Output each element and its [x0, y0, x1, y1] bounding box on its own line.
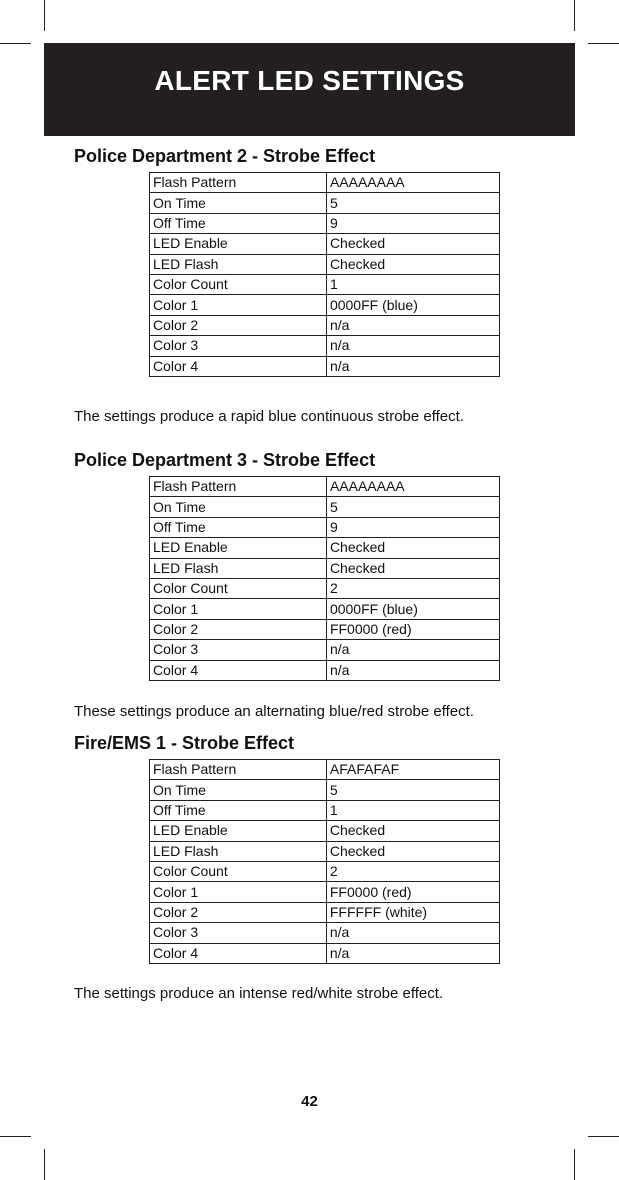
- setting-name: On Time: [150, 193, 327, 213]
- table-row: [150, 760, 500, 780]
- setting-name: Off Time: [150, 517, 327, 537]
- setting-value: 1: [326, 800, 499, 820]
- table-row: [150, 861, 500, 881]
- table-row: [150, 274, 500, 294]
- setting-value: Checked: [326, 821, 499, 841]
- section-fire-ems-1: [74, 732, 544, 754]
- setting-name: Flash Pattern: [150, 760, 327, 780]
- setting-name: Color 2: [150, 315, 327, 335]
- table-row: [150, 599, 500, 619]
- setting-value: n/a: [326, 640, 499, 660]
- setting-value: 5: [326, 193, 499, 213]
- table-row: [150, 578, 500, 598]
- table-row: [150, 517, 500, 537]
- setting-name: Off Time: [150, 800, 327, 820]
- setting-name: On Time: [150, 497, 327, 517]
- setting-value: n/a: [326, 315, 499, 335]
- page-title: ALERT LED SETTINGS: [154, 64, 465, 96]
- setting-value: AAAAAAAA: [326, 477, 499, 497]
- crop-mark-top-left-vertical: [44, 0, 45, 31]
- setting-value: FF0000 (red): [326, 882, 499, 902]
- section-police-dept-3: [74, 449, 544, 471]
- table-row: [150, 477, 500, 497]
- setting-name: Color 1: [150, 295, 327, 315]
- section-title: Police Department 3 - Strobe Effect: [74, 450, 376, 470]
- settings-table-fire-ems-1: [149, 759, 500, 964]
- section-note: The settings produce an intense red/white strobe effect.: [74, 985, 444, 1002]
- setting-value: 5: [326, 497, 499, 517]
- setting-name: Color 3: [150, 923, 327, 943]
- table-row: [150, 356, 500, 376]
- header-banner: [44, 43, 575, 136]
- setting-name: Color 4: [150, 356, 327, 376]
- setting-name: Color 3: [150, 640, 327, 660]
- setting-value: FF0000 (red): [326, 619, 499, 639]
- crop-mark-bottom-left-horizontal: [0, 1136, 31, 1137]
- setting-value: 9: [326, 213, 499, 233]
- section-title: Police Department 2 - Strobe Effect: [74, 146, 376, 166]
- setting-value: AFAFAFAF: [326, 760, 499, 780]
- table-row: [150, 497, 500, 517]
- table-row: [150, 193, 500, 213]
- setting-value: 9: [326, 517, 499, 537]
- setting-value: n/a: [326, 943, 499, 963]
- table-row: [150, 558, 500, 578]
- setting-name: Color 4: [150, 943, 327, 963]
- setting-value: n/a: [326, 336, 499, 356]
- table-row: [150, 538, 500, 558]
- setting-name: Color 1: [150, 882, 327, 902]
- setting-value: 5: [326, 780, 499, 800]
- crop-mark-bottom-left-vertical: [44, 1149, 45, 1180]
- crop-mark-top-right-horizontal: [588, 43, 619, 44]
- setting-value: FFFFFF (white): [326, 902, 499, 922]
- crop-mark-top-left-horizontal: [0, 43, 31, 44]
- table-row: [150, 173, 500, 193]
- setting-name: Flash Pattern: [150, 477, 327, 497]
- settings-table-police-dept-2: [149, 172, 500, 377]
- table-row: [150, 882, 500, 902]
- setting-value: n/a: [326, 923, 499, 943]
- crop-mark-top-right-vertical: [574, 0, 575, 31]
- setting-name: LED Enable: [150, 821, 327, 841]
- crop-mark-bottom-right-vertical: [574, 1149, 575, 1180]
- section-police-dept-2: [74, 145, 544, 167]
- setting-name: LED Enable: [150, 538, 327, 558]
- setting-value: n/a: [326, 356, 499, 376]
- setting-name: Color 1: [150, 599, 327, 619]
- setting-name: On Time: [150, 780, 327, 800]
- setting-name: Flash Pattern: [150, 173, 327, 193]
- section-title: Fire/EMS 1 - Strobe Effect: [74, 733, 295, 753]
- setting-name: LED Flash: [150, 558, 327, 578]
- setting-name: LED Flash: [150, 841, 327, 861]
- setting-value: n/a: [326, 660, 499, 680]
- setting-name: LED Enable: [150, 234, 327, 254]
- setting-name: Color 4: [150, 660, 327, 680]
- table-row: [150, 619, 500, 639]
- setting-name: Color Count: [150, 861, 327, 881]
- setting-value: AAAAAAAA: [326, 173, 499, 193]
- table-row: [150, 660, 500, 680]
- table-row: [150, 943, 500, 963]
- setting-name: Color Count: [150, 274, 327, 294]
- table-row: [150, 821, 500, 841]
- table-row: [150, 336, 500, 356]
- settings-table-police-dept-3: [149, 476, 500, 681]
- table-row: [150, 841, 500, 861]
- table-row: [150, 213, 500, 233]
- setting-value: 0000FF (blue): [326, 295, 499, 315]
- setting-name: LED Flash: [150, 254, 327, 274]
- setting-value: Checked: [326, 254, 499, 274]
- crop-mark-bottom-right-horizontal: [588, 1136, 619, 1137]
- setting-value: 1: [326, 274, 499, 294]
- setting-value: Checked: [326, 234, 499, 254]
- setting-name: Color 3: [150, 336, 327, 356]
- setting-name: Color 2: [150, 902, 327, 922]
- section-note: The settings produce a rapid blue continuous strobe effect.: [74, 408, 464, 425]
- page-number: 42: [301, 1093, 318, 1110]
- table-row: [150, 780, 500, 800]
- setting-value: 2: [326, 578, 499, 598]
- setting-value: Checked: [326, 841, 499, 861]
- table-row: [150, 254, 500, 274]
- table-row: [150, 315, 500, 335]
- setting-name: Color 2: [150, 619, 327, 639]
- table-row: [150, 234, 500, 254]
- table-row: [150, 800, 500, 820]
- section-note: These settings produce an alternating blue/red strobe effect.: [74, 703, 474, 720]
- table-row: [150, 640, 500, 660]
- setting-value: 2: [326, 861, 499, 881]
- table-row: [150, 295, 500, 315]
- setting-value: 0000FF (blue): [326, 599, 499, 619]
- setting-value: Checked: [326, 538, 499, 558]
- table-row: [150, 923, 500, 943]
- setting-name: Color Count: [150, 578, 327, 598]
- setting-value: Checked: [326, 558, 499, 578]
- table-row: [150, 902, 500, 922]
- setting-name: Off Time: [150, 213, 327, 233]
